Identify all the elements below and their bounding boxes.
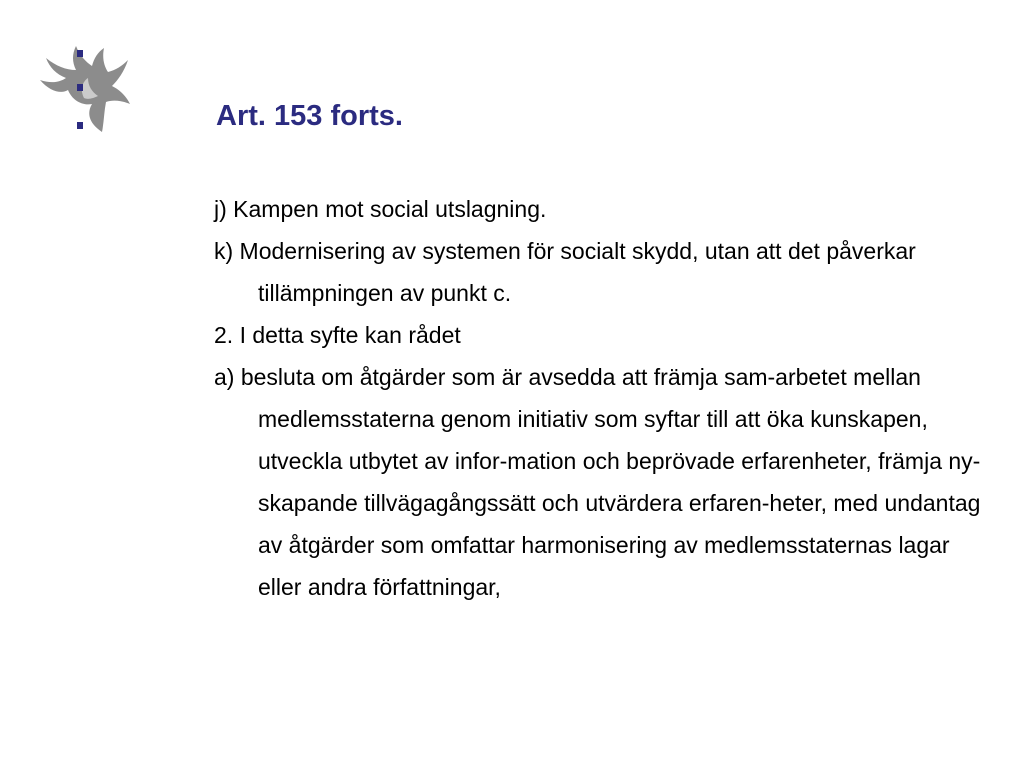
list-item: a) besluta om åtgärder som är avsedda att främja sam-arbetet mellan medlemsstaterna genom initiativ som syftar till att öka kunskapen, utveckla utbytet av infor-mation och beprövade erfarenheter, främja ny-skapande tillvägagångssätt och utvärdera erfaren-heter, med undantag av åtgärder som omfattar harmonisering av medlemsstaternas lagar eller andra författningar, (214, 364, 981, 600)
list-item: 2. I detta syfte kan rådet (214, 322, 461, 348)
slide-title: Art. 153 forts. (216, 100, 403, 132)
slide-body-list (214, 188, 994, 608)
list-item: k) Modernisering av systemen för socialt skydd, utan att det påverkar tillämpningen av punkt c. (214, 238, 916, 306)
list-item: j) Kampen mot social utslagning. (214, 196, 547, 222)
university-flame-logo-icon (32, 40, 132, 140)
